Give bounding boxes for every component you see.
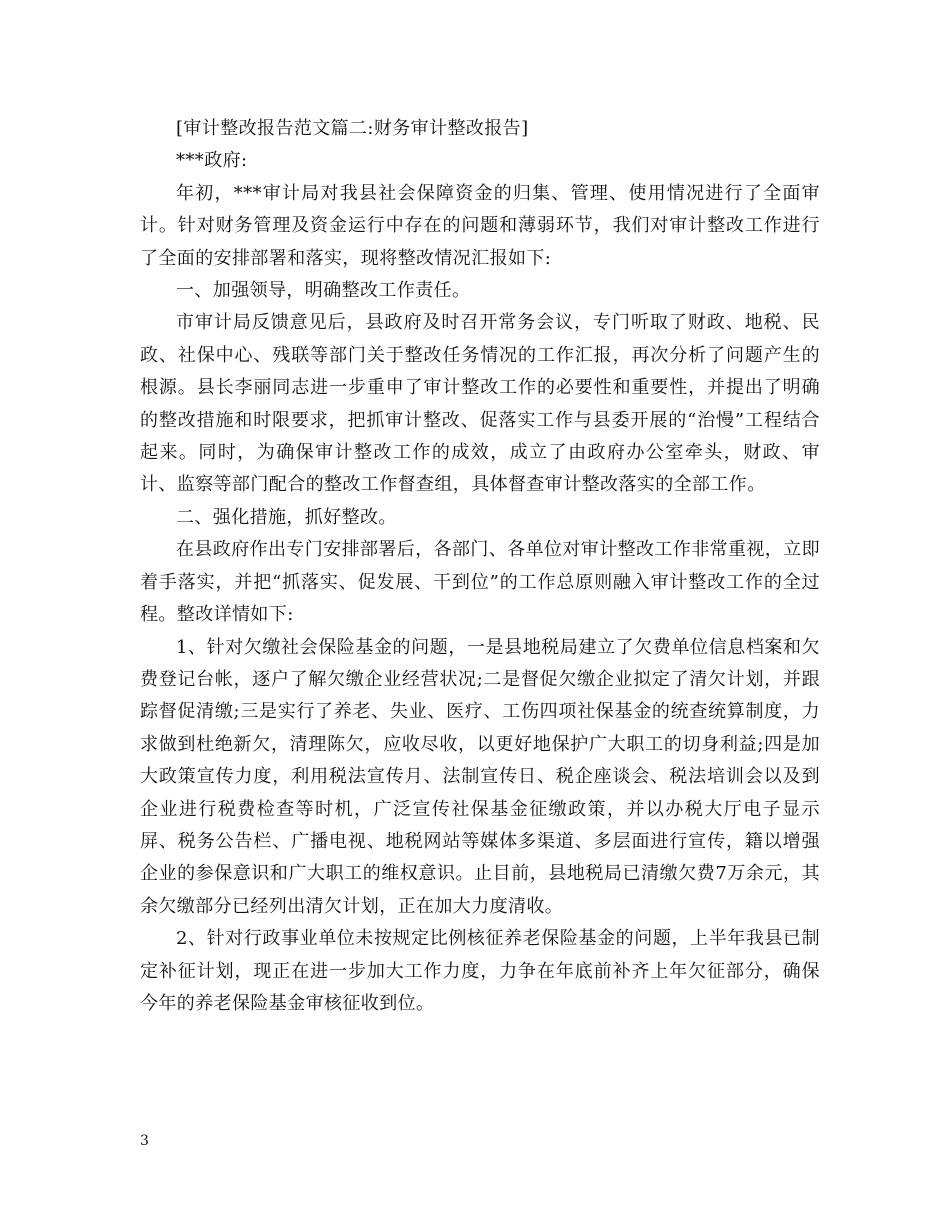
document-body	[140, 113, 820, 1020]
page-number: 3	[140, 1133, 149, 1149]
paragraph-section-1: 市审计局反馈意见后，县政府及时召开常务会议，专门听取了财政、地税、民政、社保中心、残联等部门关于整改任务情况的工作汇报，再次分析了问题产生的根源。县长李丽同志进一步重申了审计整改工作的必要性和重要性，并提出了明确的整改措施和时限要求，把抓审计整改、促落实工作与县委开展的“治慢”工程结合起来。同时，为确保审计整改工作的成效，成立了由政府办公室牵头，财政、审计、监察等部门配合的整改工作督查组，具体督查审计整改落实的全部工作。	[140, 312, 820, 496]
salutation: ***政府:	[176, 150, 248, 172]
paragraph-intro: 年初，***审计局对我县社会保障资金的归集、管理、使用情况进行了全面审计。针对财务管理及资金运行中存在的问题和薄弱环节，我们对审计整改工作进行了全面的安排部署和落实，现将整改情况汇报如下:	[140, 182, 820, 269]
section-heading-2: 二、强化措施，抓好整改。	[176, 506, 397, 528]
paragraph-item-1: 1、针对欠缴社会保险基金的问题，一是县地税局建立了欠费单位信息档案和欠费登记台帐，逐户了解欠缴企业经营状况;二是督促欠缴企业拟定了清欠计划，并跟踪督促清缴;三是实行了养老、失业、医疗、工伤四项社保基金的统查统算制度，力求做到杜绝新欠，清理陈欠，应收尽收，以更好地保护广大职工的切身利益;四是加大政策宣传力度，利用税法宣传月、法制宣传日、税企座谈会、税法培训会以及到企业进行税费检查等时机，广泛宣传社保基金征缴政策，并以办税大厅电子显示屏、税务公告栏、广播电视、地税网站等媒体多渠道、多层面进行宣传，籍以增强企业的参保意识和广大职工的维权意识。止目前，县地税局已清缴欠费7万余元，其余欠缴部分已经列出清欠计划，正在加大力度清收。	[140, 636, 820, 917]
document-heading: [审计整改报告范文篇二:财务审计整改报告]	[176, 118, 529, 139]
paragraph-item-2: 2、针对行政事业单位未按规定比例核征养老保险基金的问题，上半年我县已制定补征计划，现正在进一步加大工作力度，力争在年底前补齐上年欠征部分，确保今年的养老保险基金审核征收到位。	[140, 928, 820, 1014]
paragraph-section-2: 在县政府作出专门安排部署后，各部门、各单位对审计整改工作非常重视，立即着手落实，并把“抓落实、促发展、干到位”的工作总原则融入审计整改工作的全过程。整改详情如下:	[140, 539, 820, 626]
section-heading-1: 一、加强领导，明确整改工作责任。	[176, 280, 471, 302]
